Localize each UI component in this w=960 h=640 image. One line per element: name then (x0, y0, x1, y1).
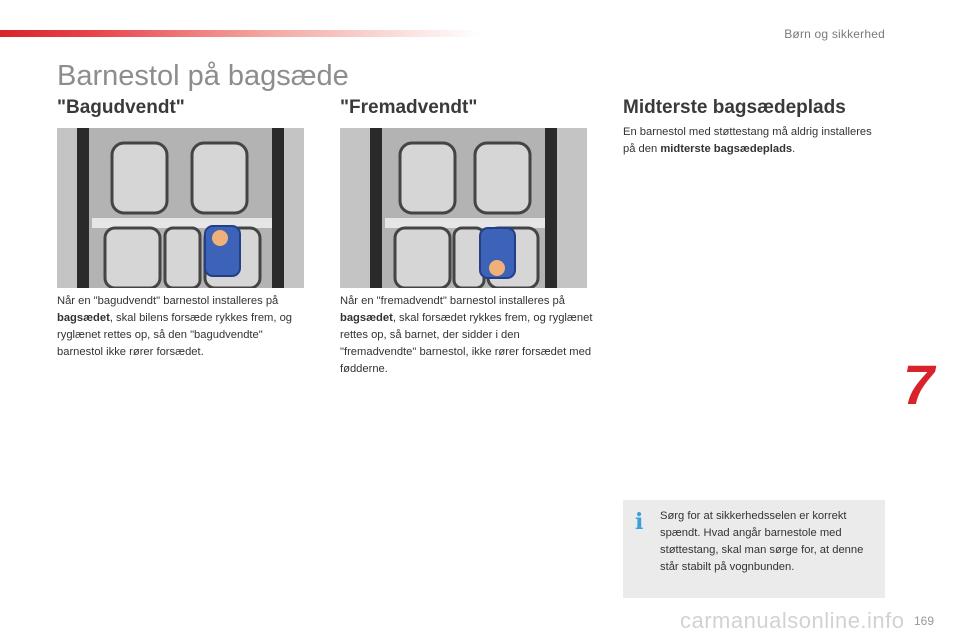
car-interior-image (340, 128, 587, 288)
heading-forward-facing: "Fremadvendt" (340, 97, 478, 118)
info-icon: i (635, 509, 644, 535)
section-title: Børn og sikkerhed (784, 27, 885, 41)
header-accent-bar (0, 30, 480, 37)
rear-facing-illustration (57, 128, 304, 288)
middle-seat-text: En barnestol med støttestang må aldrig installeres på den midterste bagsædeplads. (623, 126, 872, 155)
rear-facing-text: Når en "bagudvendt" barnestol installeres på bagsædet, skal bilens forsæde rykkes frem, og ryglænet rettes op, så den "bagudvendte" barnestol ikke rører forsædet. (57, 295, 293, 358)
watermark: carmanualsonline.info (680, 608, 905, 633)
forward-facing-illustration (340, 128, 587, 288)
heading-rear-facing: "Bagudvendt" (57, 97, 185, 118)
info-text: Sørg for at sikkerhedsselen er korrekt spændt. Hvad angår barnestole med støttestang, skal man sørge for, at denne står stabilt på vognbunden. (660, 510, 864, 573)
car-interior-image (57, 128, 304, 288)
page-title: Barnestol på bagsæde (57, 60, 349, 92)
page-number: 169 (913, 614, 934, 628)
heading-middle-seat: Midterste bagsædeplads (623, 97, 846, 118)
chapter-number: 7 (903, 353, 935, 416)
forward-facing-text: Når en "fremadvendt" barnestol installeres på bagsædet, skal forsædet rykkes frem, og ryglænet rettes op, så barnet, der sidder i den "fremadvendte" barnestol, ikke rører forsædet med fødderne. (340, 295, 593, 375)
info-box (623, 500, 885, 598)
